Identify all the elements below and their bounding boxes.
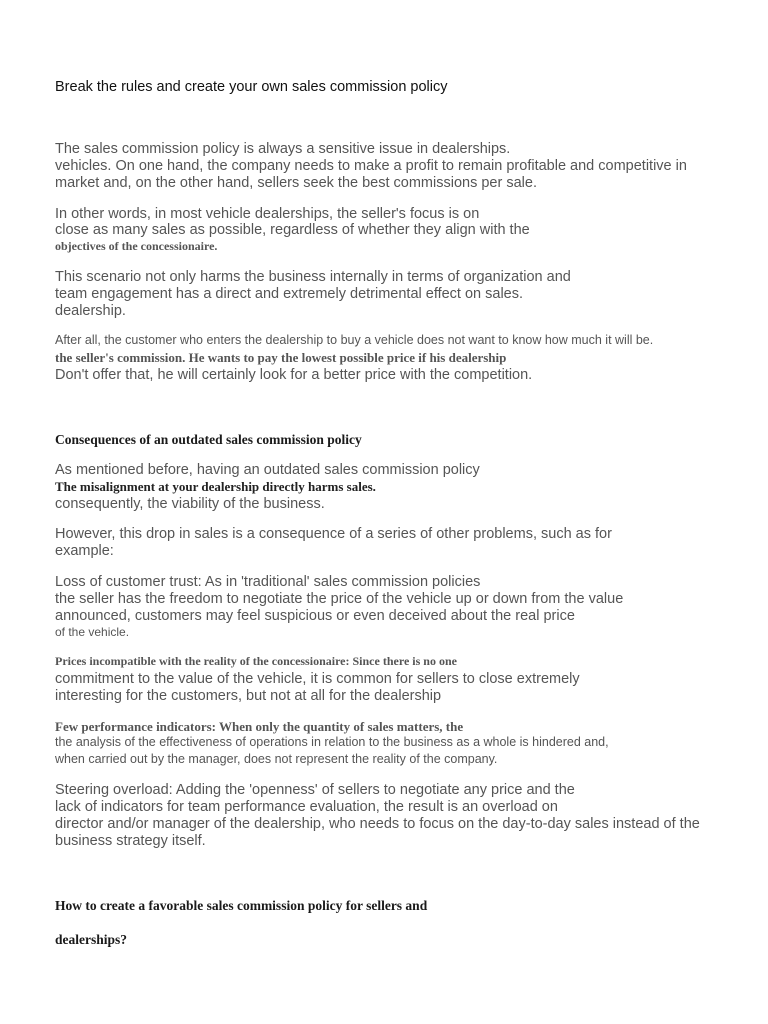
text-line: interesting for the customers, but not at all for the dealership [55, 688, 442, 704]
text-line: the seller has the freedom to negotiate the price of the vehicle up or down from the value [55, 591, 624, 607]
text-line: In other words, in most vehicle dealerships, the seller's focus is on [55, 206, 480, 222]
text-line: the analysis of the effectiveness of operations in relation to the business as a whole is hindered and, [55, 735, 609, 749]
text-line: As mentioned before, having an outdated sales commission policy [55, 462, 480, 478]
text-line: director and/or manager of the dealership, who needs to focus on the day-to-day sales instead of the [55, 816, 700, 832]
text-line: Don't offer that, he will certainly look for a better price with the competition. [55, 367, 533, 383]
text-line: the seller's commission. He wants to pay the lowest possible price if his dealership [55, 350, 507, 365]
text-line: The misalignment at your dealership directly harms sales. [55, 479, 376, 494]
text-line: close as many sales as possible, regardless of whether they align with the [55, 222, 530, 238]
text-line: Few performance indicators: When only the quantity of sales matters, the [55, 719, 464, 734]
text-line: Loss of customer trust: As in 'traditional' sales commission policies [55, 574, 481, 590]
text-line: business strategy itself. [55, 833, 206, 849]
text-line: The sales commission policy is always a sensitive issue in dealerships. [55, 141, 511, 157]
text-line: team engagement has a direct and extremely detrimental effect on sales. [55, 286, 524, 302]
text-line: objectives of the concessionaire. [55, 239, 218, 253]
text-line: This scenario not only harms the business internally in terms of organization and [55, 269, 571, 285]
text-line: Steering overload: Adding the 'openness' of sellers to negotiate any price and the [55, 782, 575, 798]
text-line: announced, customers may feel suspicious or even deceived about the real price [55, 608, 575, 624]
text-line: market and, on the other hand, sellers seek the best commissions per sale. [55, 175, 537, 191]
text-line: lack of indicators for team performance evaluation, the result is an overload on [55, 799, 558, 815]
text-line: example: [55, 543, 114, 559]
text-line: commitment to the value of the vehicle, it is common for sellers to close extremely [55, 671, 580, 687]
document-title: Break the rules and create your own sales commission policy [55, 79, 448, 95]
text-line: dealership. [55, 303, 126, 319]
text-line: After all, the customer who enters the dealership to buy a vehicle does not want to know how much it will be. [55, 333, 654, 347]
text-line: Prices incompatible with the reality of the concessionaire: Since there is no one [55, 654, 457, 668]
text-line: when carried out by the manager, does not represent the reality of the company. [55, 752, 498, 766]
text-line: However, this drop in sales is a consequence of a series of other problems, such as for [55, 526, 612, 542]
section-heading: Consequences of an outdated sales commission policy [55, 432, 362, 447]
text-line: vehicles. On one hand, the company needs to make a profit to remain profitable and competitive in [55, 158, 687, 174]
section-heading: How to create a favorable sales commission policy for sellers and [55, 898, 428, 913]
text-line: of the vehicle. [55, 625, 130, 639]
section-heading: dealerships? [55, 932, 128, 947]
text-line: consequently, the viability of the business. [55, 496, 325, 512]
